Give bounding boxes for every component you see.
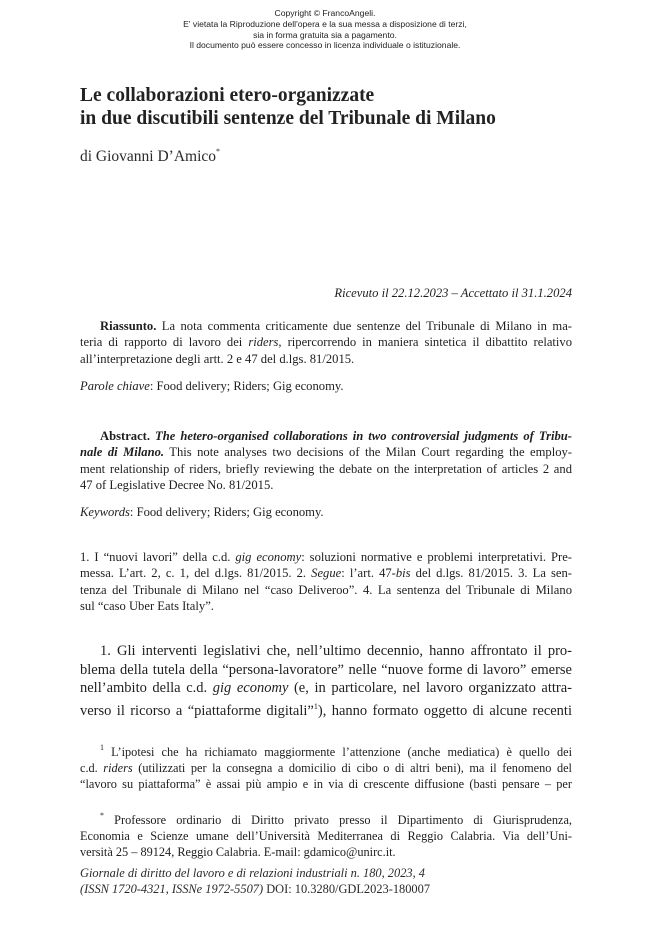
abstract-line: ment relationship of riders, briefly reviewing the debate on the interpretation of articles 2 and: [80, 461, 572, 476]
footnote-1: [80, 740, 572, 793]
author-footnote: [80, 808, 572, 861]
author-name: di Giovanni D’Amico: [80, 148, 217, 165]
journal-info: [80, 865, 430, 898]
footnote-line: versità 25 – 89124, Reggio Calabria. E-mail: gdamico@unirc.it.: [80, 845, 396, 860]
received-dates: Ricevuto il 22.12.2023 – Accettato il 31.1.2024: [334, 286, 572, 300]
footnote-line: * Professore ordinario di Diritto privato presso il Dipartimento di Giurisprudenza,: [100, 811, 572, 827]
copyright-line: sia in forma gratuita sia a pagamento.: [253, 29, 397, 40]
toc-line: sul “caso Uber Eats Italy”.: [80, 599, 214, 614]
article-title: [80, 84, 496, 130]
riassunto-label: Riassunto.: [100, 319, 157, 333]
copyright-line: Copyright © FrancoAngeli.: [274, 8, 376, 18]
keywords-text: : Food delivery; Riders; Gig economy.: [129, 505, 324, 519]
parole-chiave-label: Parole chiave: [80, 379, 150, 393]
table-of-contents: [80, 549, 572, 615]
abstract-line: nale di Milano. This note analyses two decisions of the Milan Court regarding the employ-: [80, 445, 572, 460]
body-paragraph: [80, 642, 572, 720]
footnote-number: 1: [100, 743, 104, 752]
copyright-notice: [0, 8, 650, 51]
journal-ids: [80, 881, 430, 897]
author-footnote-marker: *: [216, 147, 221, 156]
body-line: 1. Gli interventi legislativi che, nell’ultimo decennio, hanno affrontato il pro-: [100, 643, 572, 659]
keywords-label: Keywords: [80, 505, 130, 519]
footnote-marker: *: [100, 811, 104, 820]
footnote-line: Economia e Scienze umane dell’Università Mediterranea di Reggio Calabria. Via dell’Uni-: [80, 829, 572, 844]
journal-issn: (ISSN 1720-4321, ISSNe 1972-5507): [80, 882, 264, 897]
parole-chiave: [80, 378, 572, 394]
toc-line: 1. I “nuovi lavori” della c.d. gig economy: soluzioni normative e problemi interpretativi. Pre-: [80, 550, 572, 564]
riassunto-paragraph: [80, 318, 572, 367]
abstract-line: Abstract. The hetero-organised collaborations in two controversial judgments of Tribu-: [100, 429, 572, 443]
riassunto-line: teria di rapporto di lavoro dei riders, ripercorrendo in maniera sintetica il dibattito relativo: [80, 335, 573, 350]
body-line: verso il ricorso a “piattaforme digitali”$^1$), hanno formato oggetto di alcune recenti: [80, 701, 572, 719]
footnote-ref: 1: [313, 701, 318, 711]
toc-line: messa. L’art. 2, c. 1, del d.lgs. 81/2015. 2. Segue: l’art. 47-bis del d.lgs. 81/2015. 3. La sen-: [80, 566, 572, 581]
footnote-line: $^1$ L’ipotesi che ha richiamato maggiormente l’attenzione (anche mediatica) è quello dei: [100, 743, 572, 759]
footnote-line: “lavoro su piattaforma” è assai più ampio e in via di crescente diffusione (basti pensare – per: [80, 777, 572, 792]
parole-chiave-text: : Food delivery; Riders; Gig economy.: [149, 379, 344, 393]
journal-doi: DOI: 10.3280/GDL2023-180007: [263, 882, 431, 897]
footnote-line: c.d. riders (utilizzati per la consegna a domicilio di cibo o di altri beni), ma il fenomeno del: [80, 761, 572, 776]
title-line-1: Le collaborazioni etero-organizzate: [80, 85, 375, 106]
riassunto-line: Riassunto. La nota commenta criticamente due sentenze del Tribunale di Milano in ma-: [100, 319, 572, 333]
body-line: nell’ambito della c.d. gig economy (e, in particolare, nel lavoro organizzato attra-: [80, 680, 572, 697]
title-line-2: in due discutibili sentenze del Tribunale di Milano: [80, 108, 496, 129]
keywords: [80, 504, 572, 520]
copyright-line: E' vietata la Riproduzione dell'opera e la sua messa a disposizione di terzi,: [183, 18, 467, 29]
body-line: blema della tutela della “persona-lavoratore” nelle “nuove forme di lavoro” emerse: [80, 661, 572, 678]
author-line: [80, 147, 220, 166]
copyright-line: Il documento può essere concesso in licenza individuale o istituzionale.: [189, 40, 461, 51]
abstract-paragraph: [80, 428, 572, 494]
journal-name: Giornale di diritto del lavoro e di relazioni industriali n. 180, 2023, 4: [80, 866, 425, 880]
abstract-line: 47 of Legislative Decree No. 81/2015.: [80, 478, 274, 493]
abstract-label: Abstract.: [100, 429, 151, 443]
toc-line: tenza del Tribunale di Milano nel “caso Deliveroo”. 4. La sentenza del Tribunale di Milano: [80, 582, 572, 597]
riassunto-line: all’interpretazione degli artt. 2 e 47 del d.lgs. 81/2015.: [80, 351, 355, 366]
